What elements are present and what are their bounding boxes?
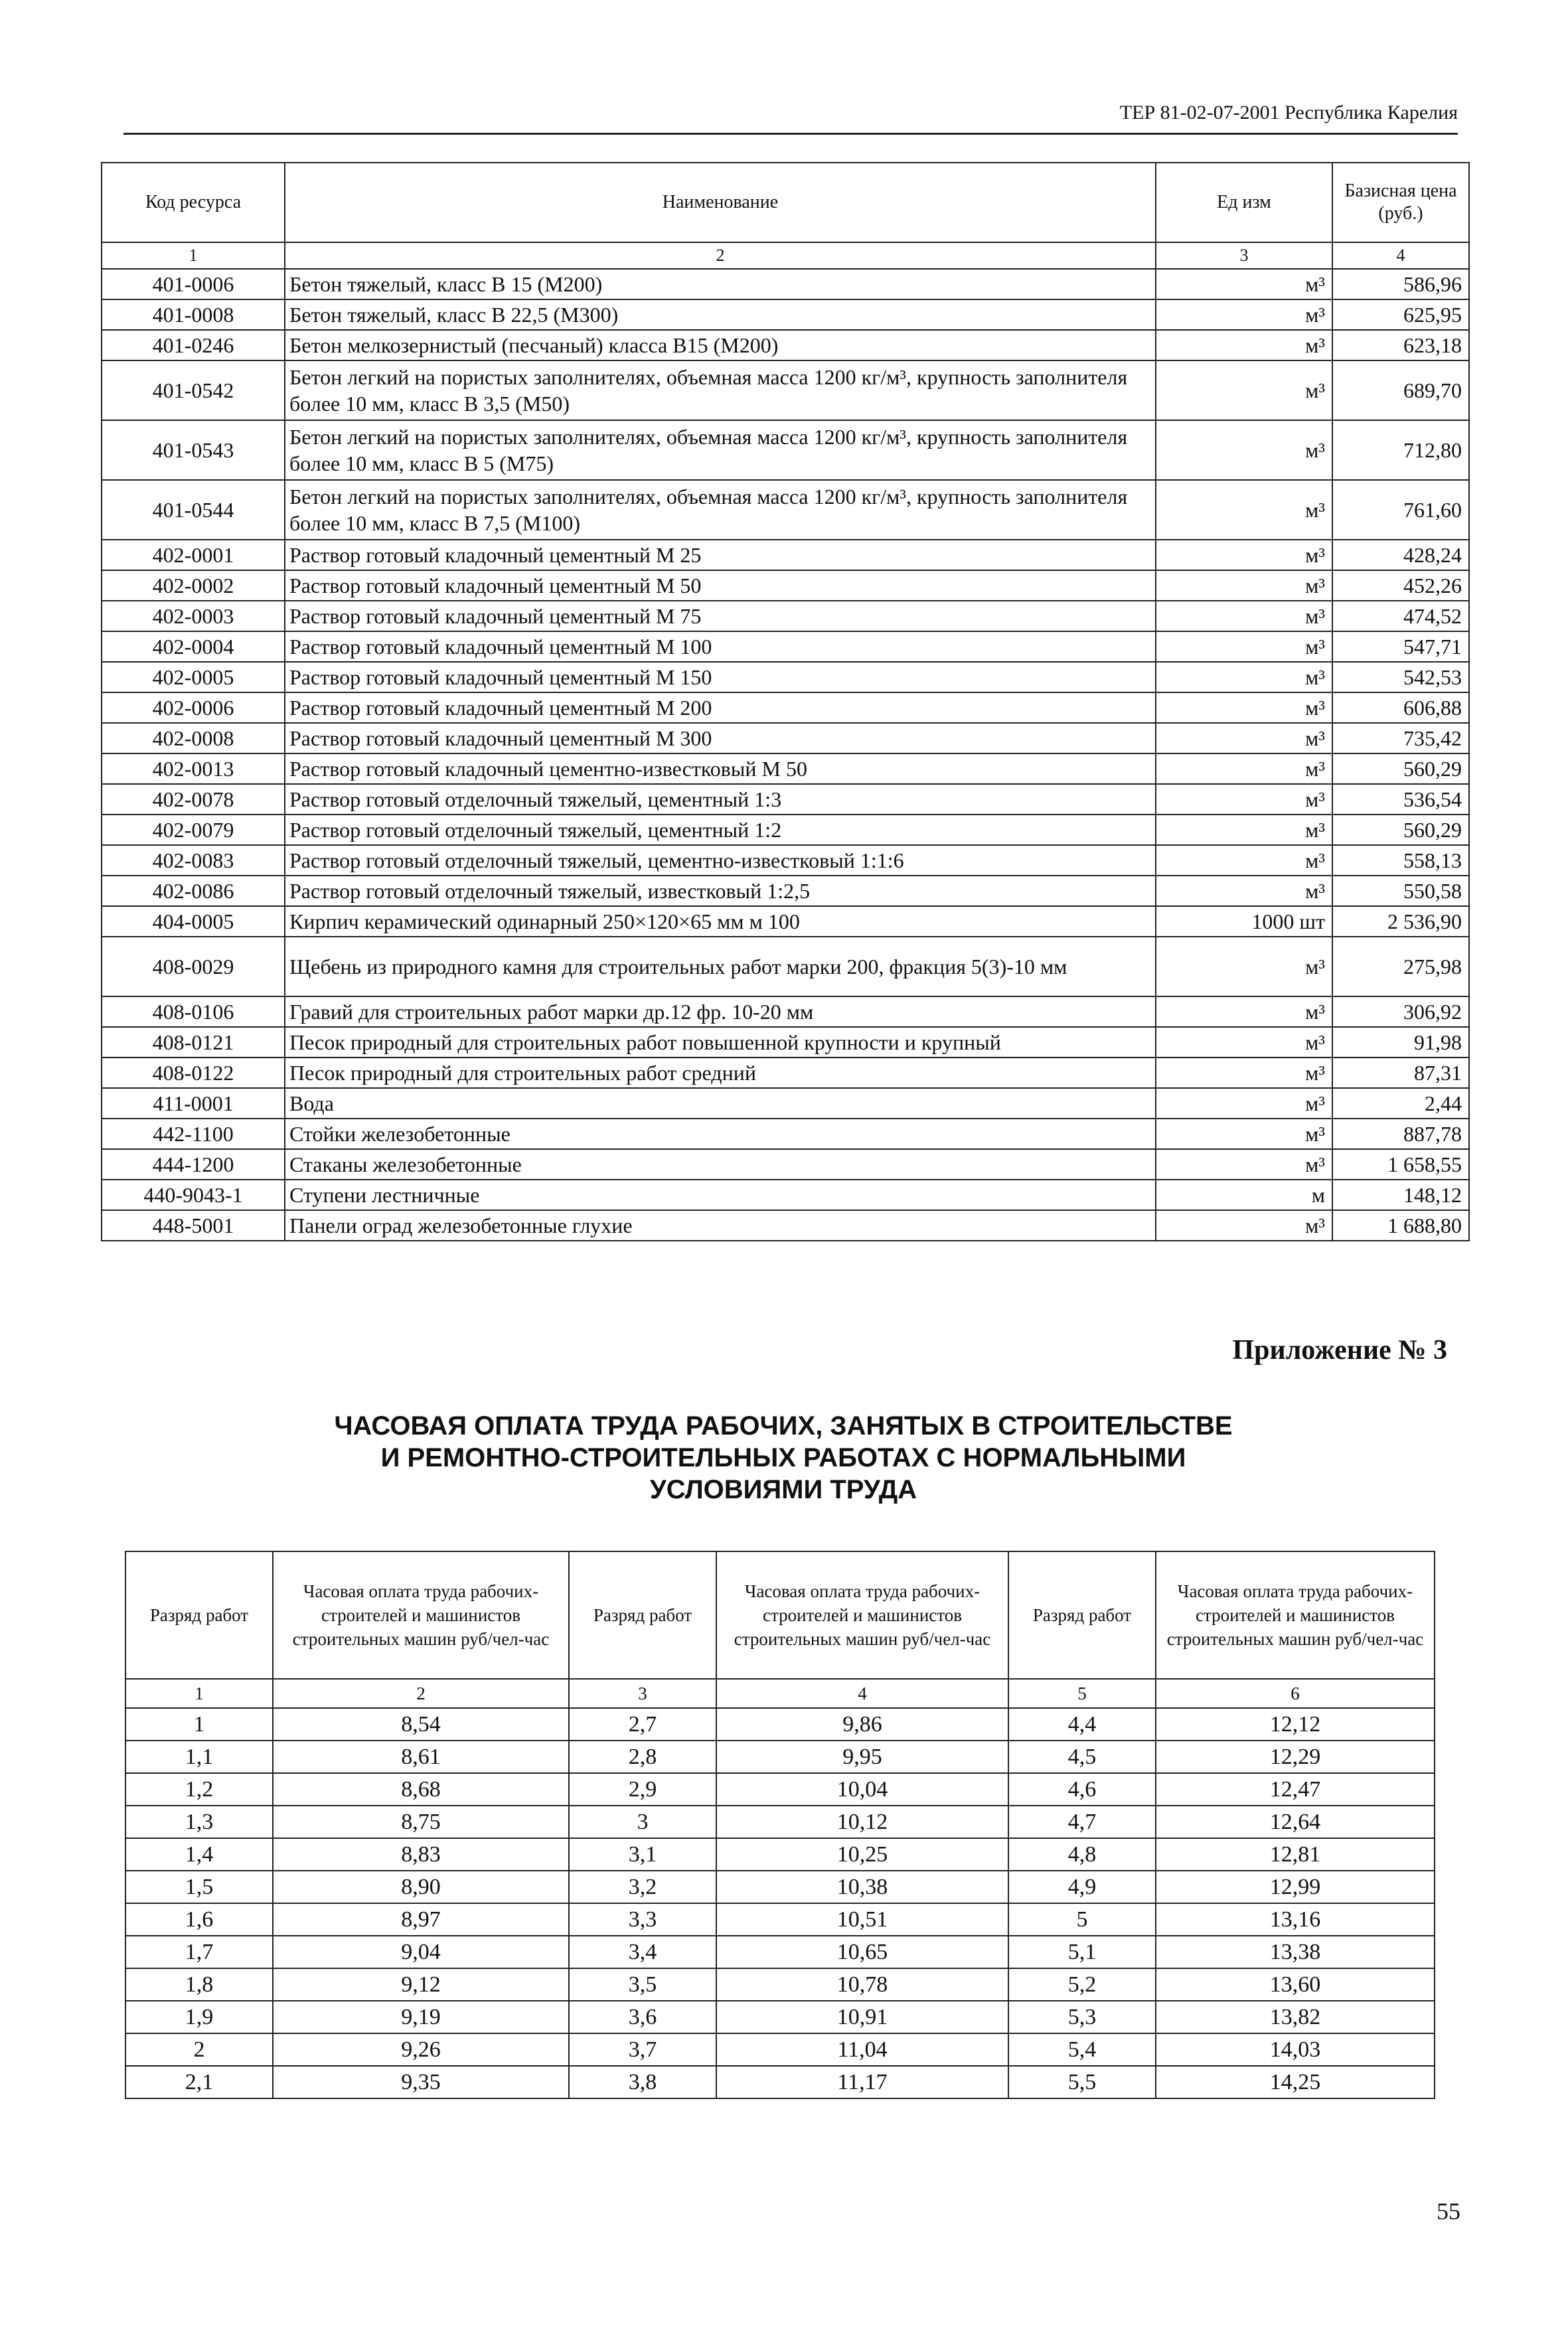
resource-name-cell: Раствор готовый отделочный тяжелый, цементный 1:2 bbox=[285, 815, 1156, 845]
grade-cell: 1,3 bbox=[125, 1806, 273, 1838]
table-row bbox=[102, 784, 1469, 815]
resource-name-cell: Раствор готовый кладочный цементный М 300 bbox=[285, 723, 1156, 753]
grade-cell: 2,9 bbox=[569, 1773, 716, 1806]
wage-cell: 9,12 bbox=[273, 1968, 569, 2001]
wage-cell: 9,26 bbox=[273, 2033, 569, 2066]
column-header: Разряд работ bbox=[569, 1551, 716, 1679]
unit-cell: м³ bbox=[1156, 876, 1332, 906]
table-row bbox=[102, 876, 1469, 906]
resource-name-cell: Песок природный для строительных работ средний bbox=[285, 1058, 1156, 1088]
price-cell: 275,98 bbox=[1332, 937, 1469, 996]
unit-cell: м³ bbox=[1156, 1088, 1332, 1119]
wage-cell: 13,38 bbox=[1156, 1936, 1435, 1968]
unit-cell: м³ bbox=[1156, 330, 1332, 360]
price-cell: 2,44 bbox=[1332, 1088, 1469, 1119]
resource-name-cell: Щебень из природного камня для строительных работ марки 200, фракция 5(3)-10 мм bbox=[285, 937, 1156, 996]
resource-name-cell: Бетон мелкозернистый (песчаный) класса В15 (М200) bbox=[285, 330, 1156, 360]
grade-cell: 4,5 bbox=[1008, 1741, 1156, 1773]
unit-cell: м³ bbox=[1156, 601, 1332, 631]
resource-code-cell: 448-5001 bbox=[102, 1210, 285, 1241]
wage-cell: 10,25 bbox=[716, 1838, 1008, 1871]
resource-name-cell: Бетон легкий на пористых заполнителях, объемная масса 1200 кг/м³, крупность заполнителя более 10 мм, класс В 7,5 (М100) bbox=[285, 480, 1156, 540]
table-row bbox=[125, 1903, 1435, 1936]
resource-name-cell: Стаканы железобетонные bbox=[285, 1149, 1156, 1180]
table-row bbox=[102, 299, 1469, 330]
grade-cell: 5,1 bbox=[1008, 1936, 1156, 1968]
resource-name-cell: Гравий для строительных работ марки др.12 фр. 10-20 мм bbox=[285, 996, 1156, 1027]
wage-cell: 10,38 bbox=[716, 1871, 1008, 1903]
grade-cell: 3,3 bbox=[569, 1903, 716, 1936]
grade-cell: 1,7 bbox=[125, 1936, 273, 1968]
unit-cell: м³ bbox=[1156, 1149, 1332, 1180]
resource-code-cell: 402-0086 bbox=[102, 876, 285, 906]
table-row bbox=[102, 723, 1469, 753]
grade-cell: 1,9 bbox=[125, 2001, 273, 2033]
grade-cell: 3,8 bbox=[569, 2066, 716, 2098]
table-row bbox=[102, 753, 1469, 784]
section-title-line: ЧАСОВАЯ ОПЛАТА ТРУДА РАБОЧИХ, ЗАНЯТЫХ В СТРОИТЕЛЬСТВЕ bbox=[334, 1411, 1233, 1441]
column-header: Часовая оплата труда рабочих-строителей и машинистов строительных машин руб/чел-час bbox=[273, 1551, 569, 1679]
grade-cell: 4,8 bbox=[1008, 1838, 1156, 1871]
unit-cell: м³ bbox=[1156, 1119, 1332, 1149]
price-cell: 536,54 bbox=[1332, 784, 1469, 815]
column-number: 1 bbox=[102, 242, 285, 269]
grade-cell: 3,5 bbox=[569, 1968, 716, 2001]
grade-cell: 2 bbox=[125, 2033, 273, 2066]
unit-cell: м³ bbox=[1156, 753, 1332, 784]
price-cell: 1 658,55 bbox=[1332, 1149, 1469, 1180]
wage-cell: 11,04 bbox=[716, 2033, 1008, 2066]
wage-cell: 12,81 bbox=[1156, 1838, 1435, 1871]
column-number: 4 bbox=[716, 1679, 1008, 1708]
table-row bbox=[102, 662, 1469, 692]
table-row bbox=[125, 1741, 1435, 1773]
table-row bbox=[102, 540, 1469, 570]
column-header: Часовая оплата труда рабочих-строителей и машинистов строительных машин руб/чел-час bbox=[1156, 1551, 1435, 1679]
grade-cell: 1,1 bbox=[125, 1741, 273, 1773]
resource-price-table bbox=[101, 162, 1470, 1241]
resource-name-cell: Раствор готовый отделочный тяжелый, цементный 1:3 bbox=[285, 784, 1156, 815]
resource-name-cell: Раствор готовый отделочный тяжелый, известковый 1:2,5 bbox=[285, 876, 1156, 906]
resource-name-cell: Кирпич керамический одинарный 250×120×65 мм м 100 bbox=[285, 906, 1156, 937]
column-header: Часовая оплата труда рабочих-строителей и машинистов строительных машин руб/чел-час bbox=[716, 1551, 1008, 1679]
unit-cell: м³ bbox=[1156, 662, 1332, 692]
column-header: Разряд работ bbox=[1008, 1551, 1156, 1679]
column-number: 3 bbox=[569, 1679, 716, 1708]
section-title bbox=[199, 1410, 1368, 1506]
grade-cell: 5,4 bbox=[1008, 2033, 1156, 2066]
wage-cell: 8,75 bbox=[273, 1806, 569, 1838]
price-cell: 689,70 bbox=[1332, 360, 1469, 420]
price-cell: 606,88 bbox=[1332, 692, 1469, 723]
table-row bbox=[125, 1838, 1435, 1871]
table-row bbox=[102, 1149, 1469, 1180]
resource-code-cell: 402-0013 bbox=[102, 753, 285, 784]
resource-code-cell: 402-0004 bbox=[102, 631, 285, 662]
price-cell: 712,80 bbox=[1332, 420, 1469, 480]
unit-cell: м³ bbox=[1156, 420, 1332, 480]
grade-cell: 1,8 bbox=[125, 1968, 273, 2001]
table-row bbox=[102, 1058, 1469, 1088]
table-row bbox=[125, 2066, 1435, 2098]
wage-cell: 8,61 bbox=[273, 1741, 569, 1773]
unit-cell: м³ bbox=[1156, 996, 1332, 1027]
table-row bbox=[102, 601, 1469, 631]
grade-cell: 1 bbox=[125, 1708, 273, 1741]
column-number: 4 bbox=[1332, 242, 1469, 269]
resource-code-cell: 401-0544 bbox=[102, 480, 285, 540]
price-cell: 558,13 bbox=[1332, 845, 1469, 876]
grade-cell: 2,8 bbox=[569, 1741, 716, 1773]
price-cell: 625,95 bbox=[1332, 299, 1469, 330]
unit-cell: м³ bbox=[1156, 360, 1332, 420]
resource-name-cell: Вода bbox=[285, 1088, 1156, 1119]
table-row bbox=[102, 1119, 1469, 1149]
resource-name-cell: Раствор готовый отделочный тяжелый, цементно-известковый 1:1:6 bbox=[285, 845, 1156, 876]
resource-code-cell: 404-0005 bbox=[102, 906, 285, 937]
section-title-line: УСЛОВИЯМИ ТРУДА bbox=[649, 1475, 917, 1504]
resource-code-cell: 408-0122 bbox=[102, 1058, 285, 1088]
wage-cell: 8,90 bbox=[273, 1871, 569, 1903]
price-cell: 474,52 bbox=[1332, 601, 1469, 631]
table-row bbox=[102, 845, 1469, 876]
unit-cell: м³ bbox=[1156, 815, 1332, 845]
grade-cell: 5,3 bbox=[1008, 2001, 1156, 2033]
table-row bbox=[125, 1806, 1435, 1838]
resource-code-cell: 402-0001 bbox=[102, 540, 285, 570]
wage-cell: 8,83 bbox=[273, 1838, 569, 1871]
price-cell: 887,78 bbox=[1332, 1119, 1469, 1149]
unit-cell: м³ bbox=[1156, 723, 1332, 753]
wage-cell: 13,82 bbox=[1156, 2001, 1435, 2033]
grade-cell: 3,1 bbox=[569, 1838, 716, 1871]
wage-cell: 14,25 bbox=[1156, 2066, 1435, 2098]
column-number-row bbox=[125, 1679, 1435, 1708]
resource-code-cell: 401-0246 bbox=[102, 330, 285, 360]
table-row bbox=[102, 631, 1469, 662]
column-number: 2 bbox=[285, 242, 1156, 269]
wage-cell: 13,16 bbox=[1156, 1903, 1435, 1936]
grade-cell: 2,7 bbox=[569, 1708, 716, 1741]
wage-cell: 11,17 bbox=[716, 2066, 1008, 2098]
table-row bbox=[125, 1871, 1435, 1903]
column-number: 5 bbox=[1008, 1679, 1156, 1708]
column-header: Ед изм bbox=[1156, 163, 1332, 242]
grade-cell: 3,7 bbox=[569, 2033, 716, 2066]
price-cell: 560,29 bbox=[1332, 753, 1469, 784]
wage-cell: 12,47 bbox=[1156, 1773, 1435, 1806]
grade-cell: 3,4 bbox=[569, 1936, 716, 1968]
grade-cell: 3,6 bbox=[569, 2001, 716, 2033]
page-number: 55 bbox=[1437, 2198, 1460, 2225]
table-row bbox=[125, 2033, 1435, 2066]
unit-cell: м³ bbox=[1156, 269, 1332, 299]
resource-name-cell: Раствор готовый кладочный цементный М 100 bbox=[285, 631, 1156, 662]
resource-code-cell: 401-0008 bbox=[102, 299, 285, 330]
unit-cell: м³ bbox=[1156, 480, 1332, 540]
wage-cell: 8,97 bbox=[273, 1903, 569, 1936]
table-row bbox=[125, 1773, 1435, 1806]
table-row bbox=[102, 1180, 1469, 1210]
resource-name-cell: Ступени лестничные bbox=[285, 1180, 1156, 1210]
hourly-wage-table bbox=[125, 1551, 1435, 2099]
table-row bbox=[102, 269, 1469, 299]
column-header: Базисная цена (руб.) bbox=[1332, 163, 1469, 242]
table-row bbox=[102, 1027, 1469, 1058]
wage-cell: 14,03 bbox=[1156, 2033, 1435, 2066]
unit-cell: 1000 шт bbox=[1156, 906, 1332, 937]
price-cell: 586,96 bbox=[1332, 269, 1469, 299]
unit-cell: м³ bbox=[1156, 1210, 1332, 1241]
resource-name-cell: Раствор готовый кладочный цементно-известковый М 50 bbox=[285, 753, 1156, 784]
price-cell: 542,53 bbox=[1332, 662, 1469, 692]
grade-cell: 4,6 bbox=[1008, 1773, 1156, 1806]
table-row bbox=[102, 570, 1469, 601]
column-header: Разряд работ bbox=[125, 1551, 273, 1679]
table-row bbox=[102, 360, 1469, 420]
price-cell: 306,92 bbox=[1332, 996, 1469, 1027]
unit-cell: м³ bbox=[1156, 1027, 1332, 1058]
unit-cell: м³ bbox=[1156, 784, 1332, 815]
wage-cell: 8,68 bbox=[273, 1773, 569, 1806]
price-cell: 547,71 bbox=[1332, 631, 1469, 662]
document-title: ТЕР 81-02-07-2001 Республика Карелия bbox=[1119, 102, 1458, 123]
price-cell: 560,29 bbox=[1332, 815, 1469, 845]
price-cell: 550,58 bbox=[1332, 876, 1469, 906]
wage-cell: 9,35 bbox=[273, 2066, 569, 2098]
appendix-label: Приложение № 3 bbox=[1232, 1335, 1447, 1366]
resource-name-cell: Песок природный для строительных работ повышенной крупности и крупный bbox=[285, 1027, 1156, 1058]
price-cell: 148,12 bbox=[1332, 1180, 1469, 1210]
grade-cell: 5,2 bbox=[1008, 1968, 1156, 2001]
table-row bbox=[125, 1936, 1435, 1968]
table-row bbox=[102, 1210, 1469, 1241]
section-title-line: И РЕМОНТНО-СТРОИТЕЛЬНЫХ РАБОТАХ С НОРМАЛЬНЫМИ bbox=[380, 1443, 1186, 1472]
wage-cell: 9,86 bbox=[716, 1708, 1008, 1741]
column-number: 1 bbox=[125, 1679, 273, 1708]
table-row bbox=[125, 1968, 1435, 2001]
column-number: 3 bbox=[1156, 242, 1332, 269]
grade-cell: 5 bbox=[1008, 1903, 1156, 1936]
price-cell: 761,60 bbox=[1332, 480, 1469, 540]
resource-code-cell: 402-0005 bbox=[102, 662, 285, 692]
table-row bbox=[102, 480, 1469, 540]
resource-code-cell: 408-0121 bbox=[102, 1027, 285, 1058]
wage-cell: 12,99 bbox=[1156, 1871, 1435, 1903]
unit-cell: м³ bbox=[1156, 540, 1332, 570]
column-header: Код ресурса bbox=[102, 163, 285, 242]
grade-cell: 3 bbox=[569, 1806, 716, 1838]
table-row bbox=[102, 692, 1469, 723]
wage-cell: 8,54 bbox=[273, 1708, 569, 1741]
table-row bbox=[102, 1088, 1469, 1119]
wage-cell: 12,12 bbox=[1156, 1708, 1435, 1741]
wage-cell: 10,51 bbox=[716, 1903, 1008, 1936]
table-row bbox=[102, 906, 1469, 937]
unit-cell: м³ bbox=[1156, 692, 1332, 723]
resource-code-cell: 401-0542 bbox=[102, 360, 285, 420]
column-header: Наименование bbox=[285, 163, 1156, 242]
unit-cell: м³ bbox=[1156, 631, 1332, 662]
price-cell: 87,31 bbox=[1332, 1058, 1469, 1088]
price-cell: 1 688,80 bbox=[1332, 1210, 1469, 1241]
resource-code-cell: 402-0006 bbox=[102, 692, 285, 723]
resource-code-cell: 402-0003 bbox=[102, 601, 285, 631]
resource-code-cell: 440-9043-1 bbox=[102, 1180, 285, 1210]
table-row bbox=[125, 2001, 1435, 2033]
table-row bbox=[102, 815, 1469, 845]
price-cell: 428,24 bbox=[1332, 540, 1469, 570]
resource-name-cell: Раствор готовый кладочный цементный М 75 bbox=[285, 601, 1156, 631]
resource-code-cell: 401-0543 bbox=[102, 420, 285, 480]
column-number: 2 bbox=[273, 1679, 569, 1708]
price-cell: 623,18 bbox=[1332, 330, 1469, 360]
resource-name-cell: Раствор готовый кладочный цементный М 50 bbox=[285, 570, 1156, 601]
grade-cell: 2,1 bbox=[125, 2066, 273, 2098]
table-row bbox=[102, 420, 1469, 480]
resource-code-cell: 444-1200 bbox=[102, 1149, 285, 1180]
resource-code-cell: 402-0008 bbox=[102, 723, 285, 753]
resource-code-cell: 411-0001 bbox=[102, 1088, 285, 1119]
table-row bbox=[102, 330, 1469, 360]
price-cell: 91,98 bbox=[1332, 1027, 1469, 1058]
resource-code-cell: 401-0006 bbox=[102, 269, 285, 299]
resource-code-cell: 442-1100 bbox=[102, 1119, 285, 1149]
resource-code-cell: 402-0079 bbox=[102, 815, 285, 845]
resource-name-cell: Раствор готовый кладочный цементный М 200 bbox=[285, 692, 1156, 723]
resource-name-cell: Бетон легкий на пористых заполнителях, объемная масса 1200 кг/м³, крупность заполнителя более 10 мм, класс В 5 (М75) bbox=[285, 420, 1156, 480]
wage-cell: 13,60 bbox=[1156, 1968, 1435, 2001]
unit-cell: м³ bbox=[1156, 299, 1332, 330]
table-header-row bbox=[102, 163, 1469, 242]
wage-cell: 10,04 bbox=[716, 1773, 1008, 1806]
grade-cell: 5,5 bbox=[1008, 2066, 1156, 2098]
grade-cell: 1,2 bbox=[125, 1773, 273, 1806]
grade-cell: 3,2 bbox=[569, 1871, 716, 1903]
grade-cell: 4,4 bbox=[1008, 1708, 1156, 1741]
page-header bbox=[123, 100, 1458, 135]
price-cell: 452,26 bbox=[1332, 570, 1469, 601]
resource-code-cell: 402-0078 bbox=[102, 784, 285, 815]
unit-cell: м bbox=[1156, 1180, 1332, 1210]
grade-cell: 1,5 bbox=[125, 1871, 273, 1903]
resource-name-cell: Стойки железобетонные bbox=[285, 1119, 1156, 1149]
resource-name-cell: Бетон тяжелый, класс В 15 (М200) bbox=[285, 269, 1156, 299]
grade-cell: 4,7 bbox=[1008, 1806, 1156, 1838]
resource-code-cell: 408-0106 bbox=[102, 996, 285, 1027]
grade-cell: 1,4 bbox=[125, 1838, 273, 1871]
column-number-row bbox=[102, 242, 1469, 269]
wage-cell: 12,64 bbox=[1156, 1806, 1435, 1838]
wage-cell: 10,65 bbox=[716, 1936, 1008, 1968]
table-header-row bbox=[125, 1551, 1435, 1679]
price-cell: 2 536,90 bbox=[1332, 906, 1469, 937]
unit-cell: м³ bbox=[1156, 937, 1332, 996]
wage-cell: 10,91 bbox=[716, 2001, 1008, 2033]
column-number: 6 bbox=[1156, 1679, 1435, 1708]
resource-name-cell: Бетон тяжелый, класс В 22,5 (М300) bbox=[285, 299, 1156, 330]
resource-code-cell: 402-0002 bbox=[102, 570, 285, 601]
resource-code-cell: 402-0083 bbox=[102, 845, 285, 876]
resource-name-cell: Раствор готовый кладочный цементный М 150 bbox=[285, 662, 1156, 692]
table-row bbox=[125, 1708, 1435, 1741]
table-row bbox=[102, 937, 1469, 996]
resource-name-cell: Раствор готовый кладочный цементный М 25 bbox=[285, 540, 1156, 570]
resource-name-cell: Панели оград железобетонные глухие bbox=[285, 1210, 1156, 1241]
table-row bbox=[102, 996, 1469, 1027]
unit-cell: м³ bbox=[1156, 845, 1332, 876]
grade-cell: 1,6 bbox=[125, 1903, 273, 1936]
wage-cell: 12,29 bbox=[1156, 1741, 1435, 1773]
wage-cell: 9,95 bbox=[716, 1741, 1008, 1773]
resource-code-cell: 408-0029 bbox=[102, 937, 285, 996]
wage-cell: 10,78 bbox=[716, 1968, 1008, 2001]
grade-cell: 4,9 bbox=[1008, 1871, 1156, 1903]
unit-cell: м³ bbox=[1156, 570, 1332, 601]
wage-cell: 9,19 bbox=[273, 2001, 569, 2033]
wage-cell: 10,12 bbox=[716, 1806, 1008, 1838]
wage-cell: 9,04 bbox=[273, 1936, 569, 1968]
resource-name-cell: Бетон легкий на пористых заполнителях, объемная масса 1200 кг/м³, крупность заполнителя более 10 мм, класс В 3,5 (М50) bbox=[285, 360, 1156, 420]
price-cell: 735,42 bbox=[1332, 723, 1469, 753]
unit-cell: м³ bbox=[1156, 1058, 1332, 1088]
